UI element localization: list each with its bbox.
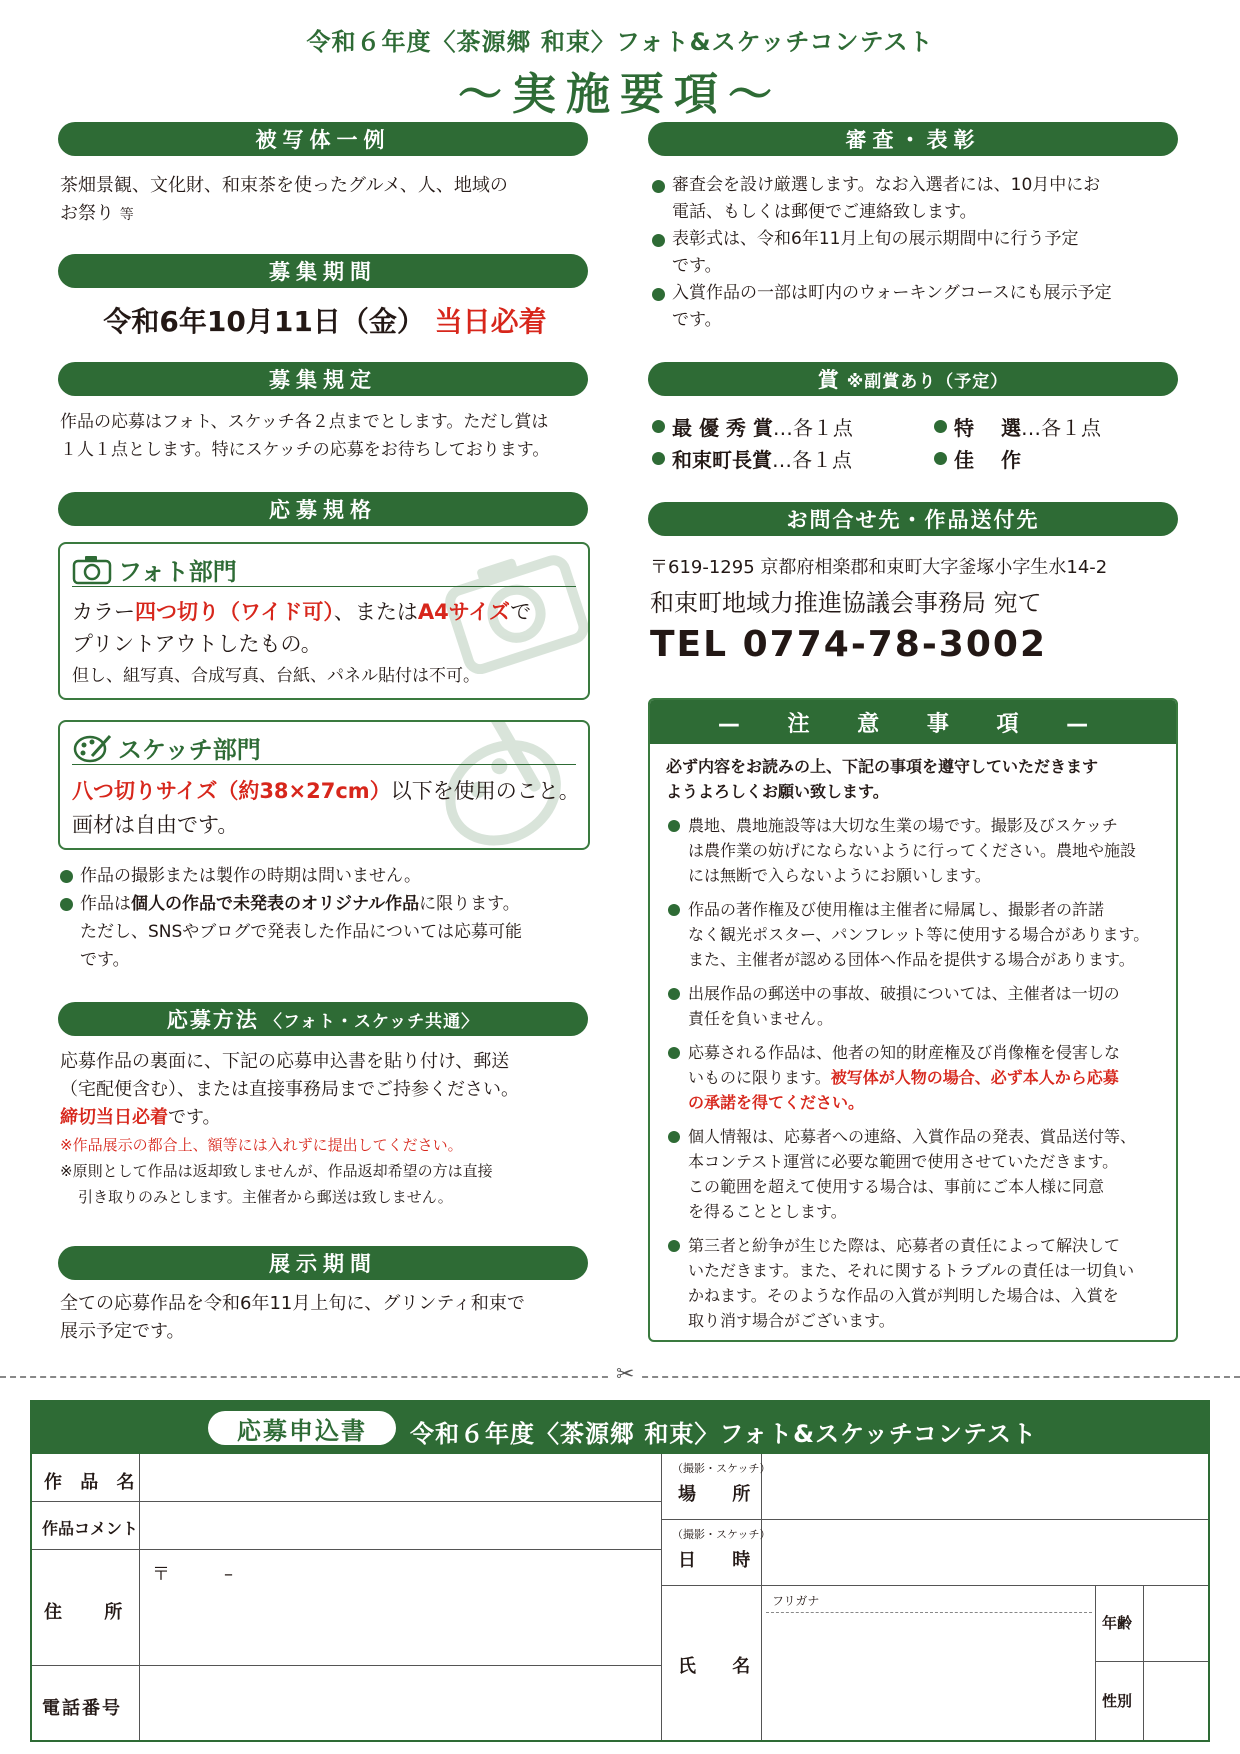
phone-label: 電話番号 xyxy=(42,1698,122,1719)
contact-org: 和束町地域力推進協議会事務局 宛て xyxy=(650,589,1042,617)
photo-title-rule xyxy=(72,586,576,587)
period-date: 令和6年10月11日（金） 当日必着 xyxy=(103,305,547,338)
sketch-spec: 八つ切りサイズ（約38×27cm）以下を使用のこと。 画材は自由です。 xyxy=(72,779,580,837)
subjects-text: 茶畑景観、文化財、和束茶を使ったグルメ、人、地域の お祭り 等 xyxy=(60,175,508,224)
scissors-icon: ✂ xyxy=(610,1362,640,1387)
notice-item: 個人情報は、応募者への連絡、入賞作品の発表、賞品送付等、 本コンテスト運営に必要な範囲で使用させていただきます。 この範囲を超えて使用する場合は、事前にご本人様に同意 を得ることとします。 xyxy=(666,1124,1160,1224)
subjects-heading: 被写体一例 xyxy=(58,122,588,156)
gender-field[interactable] xyxy=(1144,1662,1208,1740)
notice-item: 応募される作品は、他者の知的財産権及び肖像権を侵害しな いものに限ります。被写体が人物の場合、必ず本人から応募 の承諾を得てください。 xyxy=(666,1040,1160,1115)
furigana-divider xyxy=(766,1612,1092,1613)
notice-box xyxy=(648,698,1178,1342)
sketch-section-title: スケッチ部門 xyxy=(72,730,261,765)
form-title: 令和６年度〈茶源郷 和束〉フォト&スケッチコンテスト xyxy=(410,1420,1037,1448)
address-label: 住 所 xyxy=(44,1602,129,1623)
camera-icon xyxy=(72,555,112,585)
name-label: 氏 名 xyxy=(678,1656,755,1677)
place-note: （撮影・スケッチ） xyxy=(672,1462,771,1475)
age-field[interactable] xyxy=(1144,1586,1208,1662)
contest-subtitle: 令和６年度〈茶源郷 和束〉フォト&スケッチコンテスト xyxy=(306,28,934,56)
method-text: 応募作品の裏面に、下記の応募申込書を貼り付け、郵送 （宅配便含む）、または直接事務局までご持参ください。 締切当日必着です。 ※作品展示の都合上、額等には入れずに提出してください。 ※原則として作品は返却致しませんが、作品返却希望の方は直接 引き取りのみとします。主催者から郵送は致しません。 xyxy=(60,1051,519,1206)
form-badge: 応募申込書 xyxy=(208,1411,396,1445)
comment-field[interactable] xyxy=(140,1502,662,1550)
gender-label: 性別 xyxy=(1102,1692,1133,1710)
notice-item: 出展作品の郵送中の事故、破損については、主催者は一切の 責任を負いません。 xyxy=(666,981,1160,1031)
judging-text: 審査会を設け厳選します。なお入選者には、10月中にお 電話、もしくは郵便でご連絡致します。 表彰式は、令和6年11月上旬の展示期間中に行う予定 です。 入賞作品の一部は町内のウォーキングコースにも展示予定 です。 xyxy=(650,172,1190,334)
judging-heading: 審査・表彰 xyxy=(648,122,1178,156)
form-header-bar xyxy=(32,1402,1208,1454)
page-title: 〜実施要項〜 xyxy=(458,69,782,120)
date-label: 日 時 xyxy=(678,1550,755,1571)
age-label: 年齢 xyxy=(1102,1614,1133,1632)
notice-body: 必ず内容をお読みの上、下記の事項を遵守していただきます ようよろしくお願い致します。 農地、農地施設等は大切な生業の場です。撮影及びスケッチ は農作業の妨げにならないように行ってください。農地や施設 には無断で入らないようにお願いします。 作品の著作権及び使用権は主催者に帰属し、撮影者の許諾 なく観光ポスター、パンフレット等に使用する場合があります。 また、主催者が認める団体へ作品を提供する場合があります。 出展作品の郵送中の事故、破損については、主催者は一切の 責任を負いません。 応募される作品は、他者の知的財産権及び肖像権を侵害しな いものに限ります。被写体が人物の場合、必ず本人から応募 の承諾を得てください。 個人情報は、応募者への連絡、入賞作品の発表、賞品送付等、 本コンテスト運営に必要な範囲で使用させていただきます。 この範囲を超えて使用する場合は、事前にご本人様に同意 を得ることとします。 第三者と紛争が生じた際は、応募者の責任によって解決して いただきます。また、それに関するトラブルの責任は一切負い かねます。そのような作品の入賞が判明した場合は、入賞を 取り消す場合がございます。 xyxy=(650,744,1176,1333)
work-title-field[interactable] xyxy=(140,1454,662,1502)
contact-phone: TEL 0774-78-3002 xyxy=(650,624,1047,665)
contact-heading: お問合せ先・作品送付先 xyxy=(648,502,1178,536)
sketch-title-rule xyxy=(72,764,576,765)
rules-text: 作品の応募はフォト、スケッチ各２点までとします。ただし賞は １人１点とします。特にスケッチの応募をお待ちしております。 xyxy=(60,412,550,460)
exhibit-text: 全ての応募作品を令和6年11月上旬に、グリンティ和束で 展示予定です。 xyxy=(60,1293,525,1342)
photo-section-title: フォト部門 xyxy=(72,552,237,587)
notice-item: 農地、農地施設等は大切な生業の場です。撮影及びスケッチ は農作業の妨げにならないように行ってください。農地や施設 には無断で入らないようにお願いします。 xyxy=(666,813,1160,888)
work-title-label: 作 品 名 xyxy=(44,1472,141,1493)
photo-spec: カラー四つ切り（ワイド可）、またはA4サイズで プリントアウトしたもの。 但し、組写真、合成写真、台紙、パネル貼付は不可。 xyxy=(72,600,532,686)
rules-heading: 募集規定 xyxy=(58,362,588,396)
method-heading: 応募方法 〈フォト・スケッチ共通〉 xyxy=(58,1002,588,1036)
application-form xyxy=(30,1400,1210,1742)
postal-code-mark: 〒 – xyxy=(152,1564,233,1585)
prizes-heading: 賞 ※副賞あり（予定） xyxy=(648,362,1178,396)
place-label: 場 所 xyxy=(678,1484,755,1505)
name-field[interactable] xyxy=(762,1586,1096,1740)
sketch-section-box xyxy=(58,720,590,850)
format-heading: 応募規格 xyxy=(58,492,588,526)
palette-brush-icon xyxy=(72,732,112,764)
entry-notes: 作品の撮影または製作の時期は問いません。 作品は個人の作品で未発表のオリジナル作品に限ります。 ただし、SNSやブログで発表した作品については応募可能 です。 xyxy=(58,862,618,974)
period-heading: 募集期間 xyxy=(58,254,588,288)
furigana-label: フリガナ xyxy=(772,1594,820,1608)
place-field[interactable] xyxy=(762,1454,1208,1520)
date-note: （撮影・スケッチ） xyxy=(672,1528,771,1541)
contact-address: 〒619-1295 京都府相楽郡和束町大字釜塚小字生水14-2 xyxy=(650,557,1108,578)
comment-label: 作品コメント xyxy=(42,1519,139,1538)
date-field[interactable] xyxy=(762,1520,1208,1586)
notice-item: 第三者と紛争が生じた際は、応募者の責任によって解決して いただきます。また、それに関するトラブルの責任は一切負い かねます。そのような作品の入賞が判明した場合は、入賞を 取り消す場合がございます。 xyxy=(666,1233,1160,1333)
phone-field[interactable] xyxy=(140,1666,662,1740)
exhibit-heading: 展示期間 xyxy=(58,1246,588,1280)
notice-item: 作品の著作権及び使用権は主催者に帰属し、撮影者の許諾 なく観光ポスター、パンフレット等に使用する場合があります。 また、主催者が認める団体へ作品を提供する場合があります。 xyxy=(666,897,1160,972)
photo-section-box xyxy=(58,542,590,700)
notice-heading: — 注 意 事 項 — xyxy=(650,700,1176,744)
